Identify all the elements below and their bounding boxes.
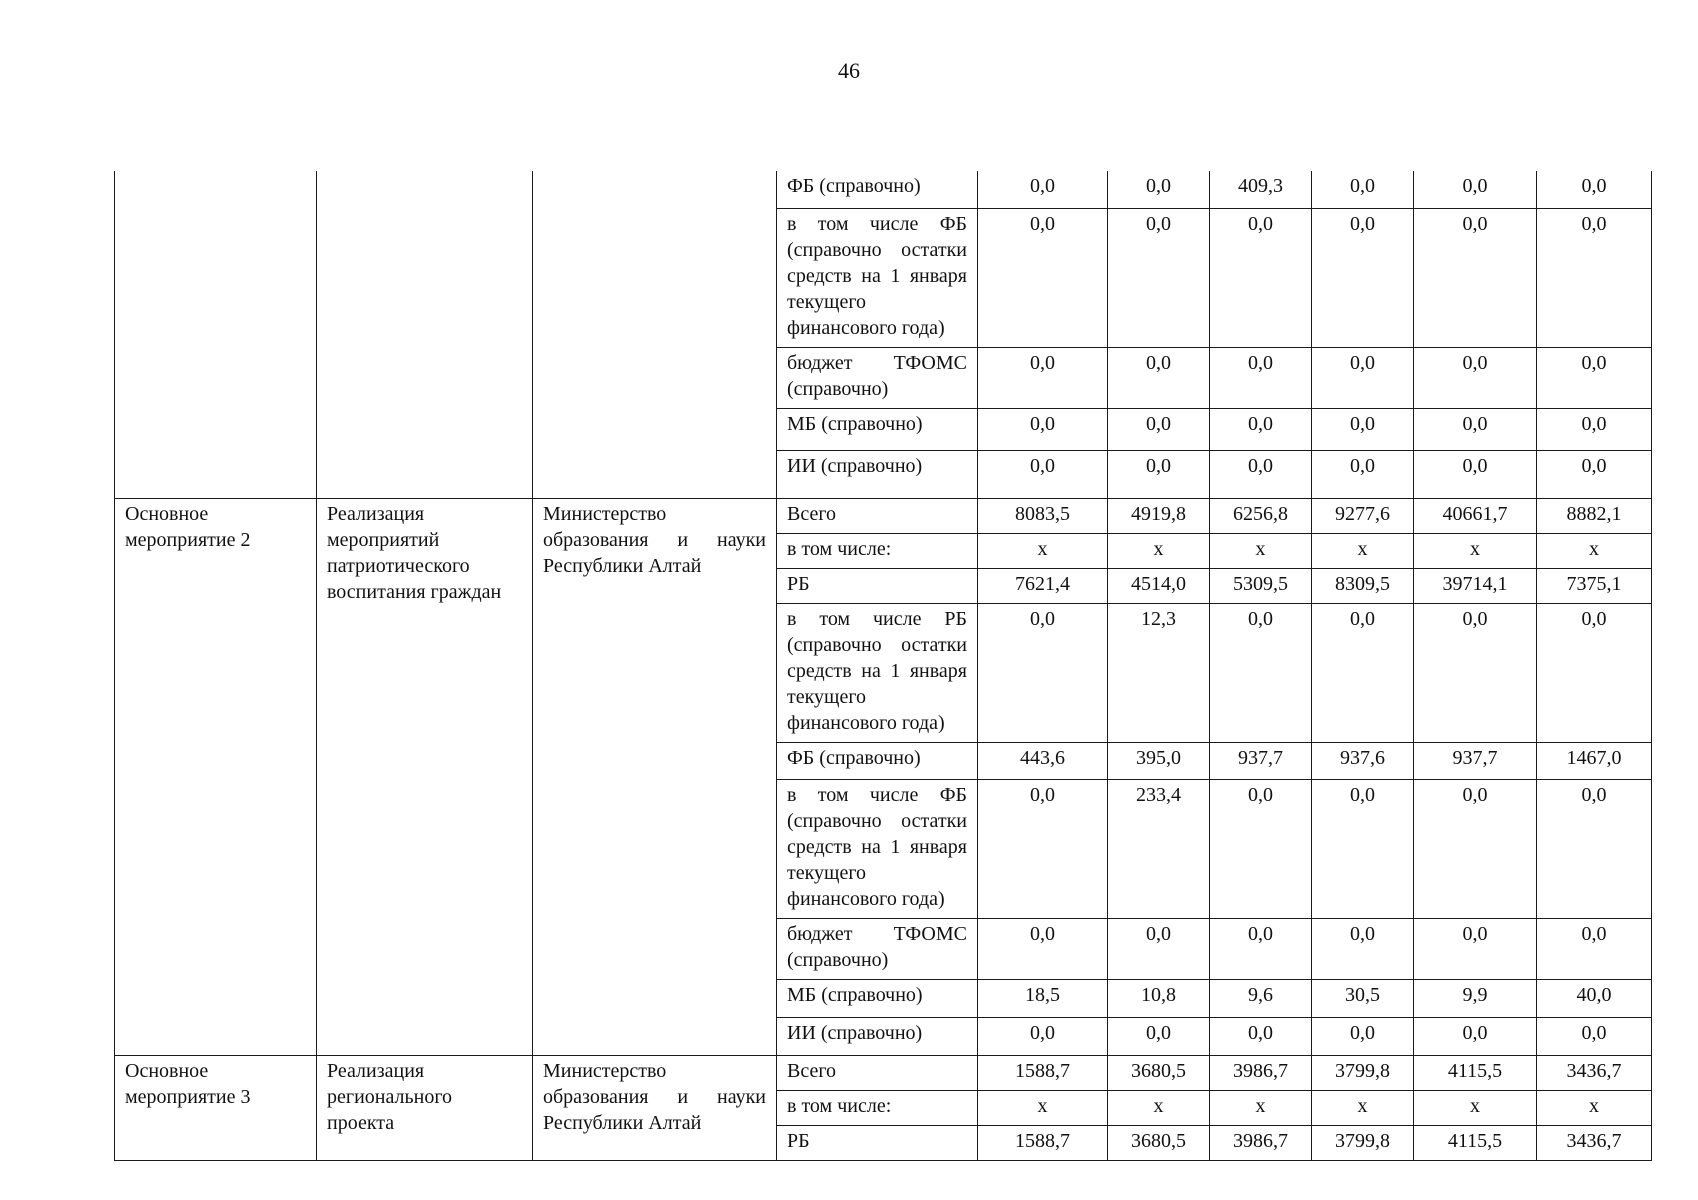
value-cell: 0,0 bbox=[978, 779, 1108, 918]
value-cell: х bbox=[1210, 1090, 1312, 1125]
value-cell: 3436,7 bbox=[1537, 1055, 1652, 1090]
value-cell: 0,0 bbox=[1108, 171, 1210, 208]
value-cell: 39714,1 bbox=[1414, 568, 1537, 603]
executor-cell: Министерство образования и науки Республики Алтай bbox=[533, 1055, 777, 1160]
value-cell: 0,0 bbox=[1108, 450, 1210, 498]
value-cell: 0,0 bbox=[1210, 918, 1312, 979]
value-cell: 0,0 bbox=[1312, 408, 1414, 450]
value-cell: х bbox=[978, 533, 1108, 568]
value-cell: 40,0 bbox=[1537, 979, 1652, 1017]
value-cell: 937,7 bbox=[1210, 742, 1312, 779]
value-cell: 0,0 bbox=[1312, 1017, 1414, 1055]
value-cell: 0,0 bbox=[1108, 1017, 1210, 1055]
value-cell: 0,0 bbox=[1414, 603, 1537, 742]
value-cell: х bbox=[1108, 1090, 1210, 1125]
value-cell: 0,0 bbox=[1210, 208, 1312, 347]
funding-source-cell: ФБ (справочно) bbox=[777, 742, 978, 779]
value-cell: 4919,8 bbox=[1108, 498, 1210, 533]
funding-source-cell: РБ bbox=[777, 568, 978, 603]
value-cell: 0,0 bbox=[1537, 408, 1652, 450]
value-cell: 0,0 bbox=[1537, 171, 1652, 208]
funding-source-cell: в том числе: bbox=[777, 533, 978, 568]
funding-source-cell: МБ (справочно) bbox=[777, 408, 978, 450]
value-cell: х bbox=[1414, 1090, 1537, 1125]
value-cell: 0,0 bbox=[978, 450, 1108, 498]
value-cell: 0,0 bbox=[978, 603, 1108, 742]
activity-name-cell: Реализация регионального проекта bbox=[317, 1055, 533, 1160]
value-cell: 0,0 bbox=[1312, 918, 1414, 979]
value-cell: 0,0 bbox=[1414, 171, 1537, 208]
value-cell: х bbox=[1210, 533, 1312, 568]
value-cell: 0,0 bbox=[978, 918, 1108, 979]
funding-source-cell: МБ (справочно) bbox=[777, 979, 978, 1017]
executor-cell bbox=[533, 171, 777, 498]
value-cell: 3799,8 bbox=[1312, 1055, 1414, 1090]
funding-source-cell: ИИ (справочно) bbox=[777, 450, 978, 498]
funding-source-cell: в том числе ФБ (справочно остатки средств на 1 января текущего финансового года) bbox=[777, 779, 978, 918]
value-cell: 0,0 bbox=[1312, 779, 1414, 918]
value-cell: 0,0 bbox=[1210, 1017, 1312, 1055]
activity-name-cell: Реализация мероприятий патриотического воспитания граждан bbox=[317, 498, 533, 1055]
value-cell: 937,7 bbox=[1414, 742, 1537, 779]
value-cell: 395,0 bbox=[1108, 742, 1210, 779]
funding-source-cell: в том числе: bbox=[777, 1090, 978, 1125]
value-cell: х bbox=[1108, 533, 1210, 568]
value-cell: 9277,6 bbox=[1312, 498, 1414, 533]
funding-source-cell: Всего bbox=[777, 1055, 978, 1090]
value-cell: 30,5 bbox=[1312, 979, 1414, 1017]
value-cell: 8309,5 bbox=[1312, 568, 1414, 603]
funding-source-cell: Всего bbox=[777, 498, 978, 533]
value-cell: 0,0 bbox=[1108, 208, 1210, 347]
activity-cell bbox=[115, 171, 317, 498]
activity-cell: Основное мероприятие 3 bbox=[115, 1055, 317, 1160]
table-row bbox=[115, 498, 1652, 533]
value-cell: 40661,7 bbox=[1414, 498, 1537, 533]
value-cell: 4115,5 bbox=[1414, 1055, 1537, 1090]
value-cell: 0,0 bbox=[1108, 408, 1210, 450]
value-cell: 8882,1 bbox=[1537, 498, 1652, 533]
value-cell: 0,0 bbox=[978, 347, 1108, 408]
value-cell: 0,0 bbox=[978, 171, 1108, 208]
value-cell: 3680,5 bbox=[1108, 1055, 1210, 1090]
executor-cell: Министерство образования и науки Республики Алтай bbox=[533, 498, 777, 1055]
value-cell: 0,0 bbox=[1414, 779, 1537, 918]
value-cell: 0,0 bbox=[1537, 603, 1652, 742]
value-cell: 7621,4 bbox=[978, 568, 1108, 603]
activity-name-cell bbox=[317, 171, 533, 498]
funding-source-cell: бюджет ТФОМС (справочно) bbox=[777, 347, 978, 408]
value-cell: 0,0 bbox=[1414, 1017, 1537, 1055]
value-cell: 0,0 bbox=[1210, 408, 1312, 450]
value-cell: 3986,7 bbox=[1210, 1055, 1312, 1090]
value-cell: 9,6 bbox=[1210, 979, 1312, 1017]
value-cell: 3986,7 bbox=[1210, 1125, 1312, 1160]
page-number: 46 bbox=[838, 58, 860, 83]
value-cell: 0,0 bbox=[1414, 208, 1537, 347]
funding-source-cell: в том числе РБ (справочно остатки средств на 1 января текущего финансового года) bbox=[777, 603, 978, 742]
value-cell: 5309,5 bbox=[1210, 568, 1312, 603]
value-cell: 1467,0 bbox=[1537, 742, 1652, 779]
value-cell: 0,0 bbox=[1210, 450, 1312, 498]
value-cell: 937,6 bbox=[1312, 742, 1414, 779]
value-cell: 0,0 bbox=[1537, 450, 1652, 498]
funding-source-cell: ФБ (справочно) bbox=[777, 171, 978, 208]
activity-cell: Основное мероприятие 2 bbox=[115, 498, 317, 1055]
table-row bbox=[115, 1055, 1652, 1090]
budget-table bbox=[114, 171, 1652, 1161]
value-cell: 0,0 bbox=[978, 408, 1108, 450]
value-cell: 443,6 bbox=[978, 742, 1108, 779]
funding-source-cell: ИИ (справочно) bbox=[777, 1017, 978, 1055]
value-cell: 0,0 bbox=[1312, 208, 1414, 347]
value-cell: 7375,1 bbox=[1537, 568, 1652, 603]
value-cell: 0,0 bbox=[1108, 918, 1210, 979]
value-cell: 0,0 bbox=[1414, 347, 1537, 408]
value-cell: 233,4 bbox=[1108, 779, 1210, 918]
funding-source-cell: бюджет ТФОМС (справочно) bbox=[777, 918, 978, 979]
value-cell: х bbox=[1312, 533, 1414, 568]
value-cell: 9,9 bbox=[1414, 979, 1537, 1017]
value-cell: х bbox=[1414, 533, 1537, 568]
value-cell: 4514,0 bbox=[1108, 568, 1210, 603]
value-cell: 0,0 bbox=[1414, 918, 1537, 979]
value-cell: 0,0 bbox=[1312, 171, 1414, 208]
value-cell: 12,3 bbox=[1108, 603, 1210, 742]
value-cell: 10,8 bbox=[1108, 979, 1210, 1017]
value-cell: х bbox=[1537, 1090, 1652, 1125]
value-cell: 6256,8 bbox=[1210, 498, 1312, 533]
value-cell: 0,0 bbox=[1537, 779, 1652, 918]
funding-source-cell: в том числе ФБ (справочно остатки средств на 1 января текущего финансового года) bbox=[777, 208, 978, 347]
value-cell: 18,5 bbox=[978, 979, 1108, 1017]
value-cell: 1588,7 bbox=[978, 1055, 1108, 1090]
value-cell: 0,0 bbox=[1537, 918, 1652, 979]
value-cell: 0,0 bbox=[1210, 779, 1312, 918]
value-cell: 0,0 bbox=[1312, 347, 1414, 408]
value-cell: 0,0 bbox=[1312, 603, 1414, 742]
value-cell: 0,0 bbox=[978, 208, 1108, 347]
value-cell: 0,0 bbox=[1312, 450, 1414, 498]
value-cell: 0,0 bbox=[1537, 208, 1652, 347]
table-row bbox=[115, 171, 1652, 208]
value-cell: 0,0 bbox=[1537, 1017, 1652, 1055]
value-cell: х bbox=[978, 1090, 1108, 1125]
value-cell: 4115,5 bbox=[1414, 1125, 1537, 1160]
funding-source-cell: РБ bbox=[777, 1125, 978, 1160]
value-cell: 0,0 bbox=[1108, 347, 1210, 408]
value-cell: 0,0 bbox=[1414, 450, 1537, 498]
value-cell: 1588,7 bbox=[978, 1125, 1108, 1160]
value-cell: 0,0 bbox=[978, 1017, 1108, 1055]
value-cell: 3799,8 bbox=[1312, 1125, 1414, 1160]
value-cell: х bbox=[1312, 1090, 1414, 1125]
value-cell: 409,3 bbox=[1210, 171, 1312, 208]
value-cell: 3436,7 bbox=[1537, 1125, 1652, 1160]
value-cell: 0,0 bbox=[1210, 603, 1312, 742]
table-body bbox=[115, 171, 1652, 1160]
value-cell: 0,0 bbox=[1537, 347, 1652, 408]
value-cell: 0,0 bbox=[1210, 347, 1312, 408]
value-cell: 8083,5 bbox=[978, 498, 1108, 533]
value-cell: 3680,5 bbox=[1108, 1125, 1210, 1160]
value-cell: х bbox=[1537, 533, 1652, 568]
value-cell: 0,0 bbox=[1414, 408, 1537, 450]
